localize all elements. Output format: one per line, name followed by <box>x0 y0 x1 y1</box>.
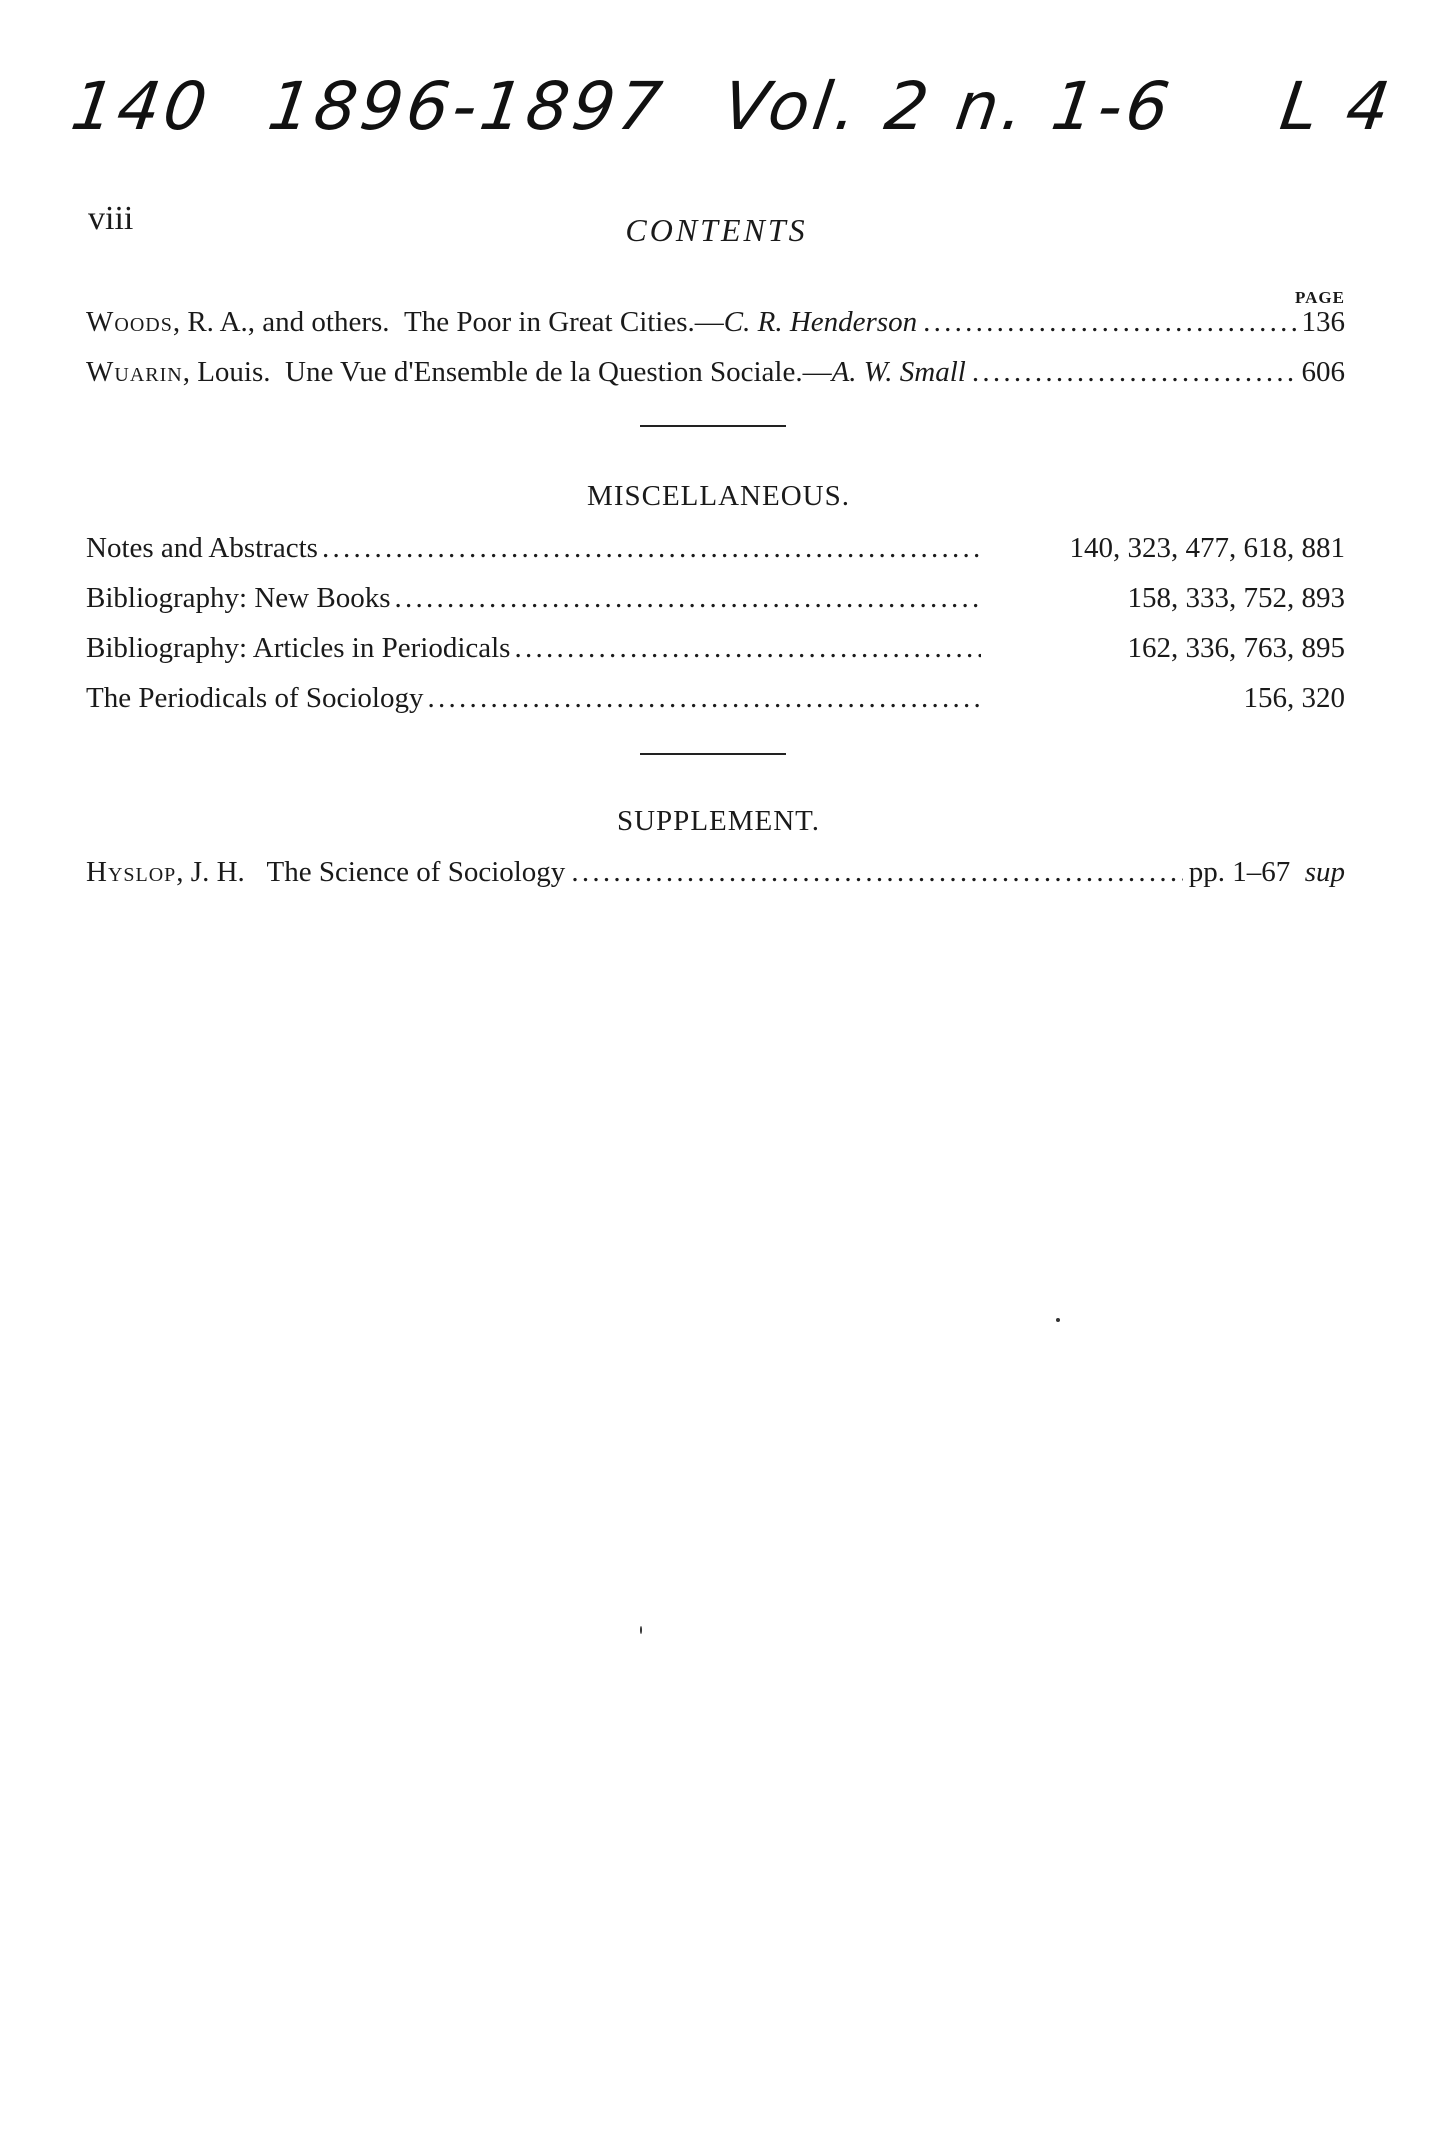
review-title: The Poor in Great Cities.— <box>404 306 724 338</box>
dot-leader <box>395 582 982 615</box>
supplement-author: Hyslop <box>86 856 177 888</box>
dot-leader <box>514 632 981 665</box>
misc-label: The Periodicals of Sociology <box>86 682 424 714</box>
section-divider <box>640 425 786 427</box>
misc-pages: 158, 333, 752, 893 <box>1127 582 1345 614</box>
running-head: CONTENTS <box>625 212 808 248</box>
dot-leader <box>972 356 1296 389</box>
misc-pages: 156, 320 <box>1243 682 1345 714</box>
dot-leader <box>322 532 981 565</box>
review-title: Une Vue d'Ensemble de la Question Sociale.— <box>285 356 832 388</box>
section-divider <box>640 753 786 755</box>
review-author: Woods <box>86 306 173 338</box>
misc-label: Bibliography: New Books <box>86 582 391 614</box>
supplement-author-rest: , J. H. <box>176 856 245 888</box>
supplement-list <box>86 856 1345 906</box>
review-author: Wuarin <box>86 356 183 388</box>
review-page: 606 <box>1301 356 1345 388</box>
miscellaneous-heading: MISCELLANEOUS. <box>587 480 850 512</box>
dot-leader <box>923 306 1295 339</box>
supplement-heading: SUPPLEMENT. <box>616 805 820 837</box>
review-author-rest: , R. A., and others. <box>172 306 390 338</box>
supplement-pages-wrap <box>1189 856 1345 889</box>
reviewer: A. W. Small <box>831 356 966 388</box>
misc-label: Bibliography: Articles in Periodicals <box>86 632 511 664</box>
handwritten-annotation <box>67 68 1433 145</box>
scan-speck <box>640 1626 642 1634</box>
reviewer: C. R. Henderson <box>723 306 918 338</box>
supplement-pages: pp. 1–67 <box>1188 856 1291 888</box>
supplement-entry <box>86 856 1345 906</box>
review-page: 136 <box>1301 306 1345 338</box>
misc-entry <box>86 682 1345 732</box>
review-author-rest: , Louis. <box>182 356 271 388</box>
page-column-label: PAGE <box>1295 288 1345 307</box>
misc-pages: 140, 323, 477, 618, 881 <box>1069 532 1345 564</box>
misc-pages: 162, 336, 763, 895 <box>1127 632 1345 664</box>
miscellaneous-list <box>86 532 1345 732</box>
review-entry <box>86 306 1345 356</box>
misc-entry <box>86 632 1345 682</box>
handwritten-part: 1896-1897 <box>263 68 671 145</box>
review-entry <box>86 356 1345 406</box>
supplement-suffix: sup <box>1304 856 1345 888</box>
reviews-list <box>86 306 1345 406</box>
dot-leader <box>571 856 1182 889</box>
review-text <box>86 356 966 389</box>
handwritten-part: L 4 <box>1275 68 1399 145</box>
misc-label: Notes and Abstracts <box>86 532 318 564</box>
scan-speck <box>1056 1318 1060 1322</box>
supplement-title: The Science of Sociology <box>266 856 566 888</box>
page-number: viii <box>88 200 134 237</box>
handwritten-part: 140 <box>66 68 216 145</box>
supplement-text <box>86 856 565 889</box>
review-text <box>86 306 917 339</box>
dot-leader <box>427 682 981 715</box>
misc-entry <box>86 582 1345 632</box>
misc-entry <box>86 532 1345 582</box>
handwritten-part: Vol. 2 n. 1-6 <box>718 68 1178 145</box>
